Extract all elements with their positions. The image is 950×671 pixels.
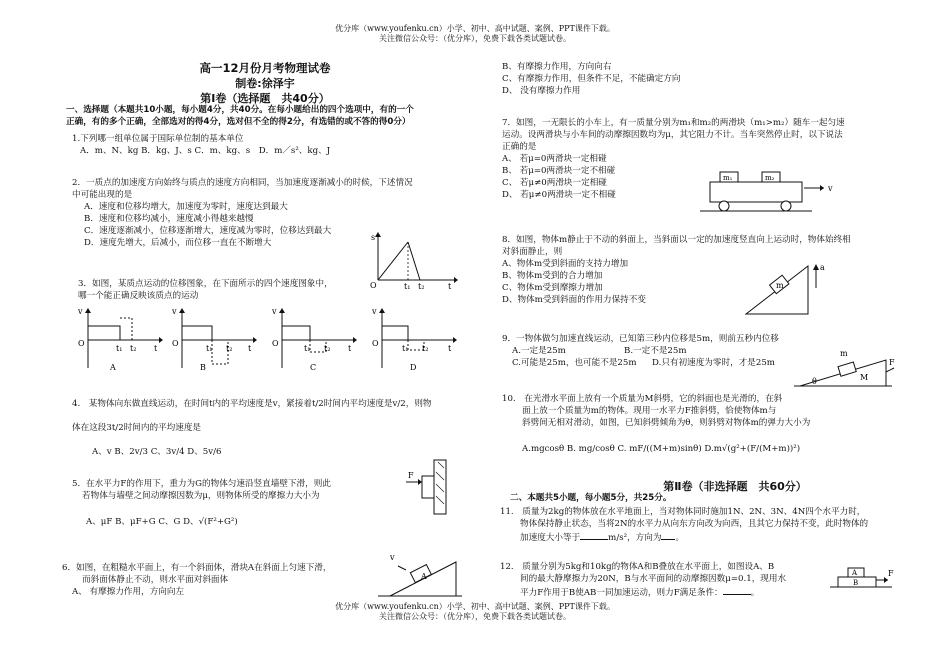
- q7-stem-a: 7．如图，一无限长的小车上，有一质量分别为m₁和m₂的两滑块（m₁>m₂）随车一起匀速: [502, 118, 845, 128]
- q3c-t1: t₁: [304, 344, 311, 353]
- q8-stem-a: 8．如图，物体m静止于不动的斜面上，当斜面以一定的加速度竖直向上运动时，物体始终相: [502, 235, 851, 245]
- q8-stem-b: 对斜面静止，则: [502, 247, 563, 257]
- q3c-v: v: [272, 307, 277, 316]
- q12-force-f: F: [888, 569, 894, 578]
- q11-answer-blank-direction[interactable]: [661, 530, 675, 540]
- q3d-v: v: [372, 307, 377, 316]
- q9-option-b: B.一定不是25m: [624, 346, 687, 356]
- q11-end: 。: [675, 533, 685, 543]
- section1-instr-b: 正确，有的多个正确，全部选对的得4分，选对但不全的得2分，有选错的或不答的得0分）: [66, 117, 411, 127]
- question-8: [502, 234, 922, 306]
- q10-mass-m: m: [840, 349, 848, 358]
- q6-stem-b: 而斜面体静止不动，则水平面对斜面体: [82, 575, 229, 585]
- q3b-t1: t₁: [206, 344, 213, 353]
- q9-option-c: C.可能是25m，也可能不是25m: [512, 358, 637, 368]
- q8-accel-a: a: [820, 263, 825, 272]
- q3d-t2: t₂: [422, 344, 429, 353]
- q2-option-b: B．速度和位移均减小，速度减小得越来越慢: [84, 214, 254, 224]
- q8-option-d: D、物体m受到斜面的作用力保持不变: [502, 295, 646, 305]
- exam-author: 制卷:徐泽宇: [235, 77, 295, 90]
- q3a-v: v: [78, 307, 83, 316]
- q3b-t2: t₂: [226, 344, 233, 353]
- q12-end: 。: [750, 588, 760, 598]
- q3a-o: O: [78, 339, 85, 348]
- q3b-o: O: [172, 339, 179, 348]
- q10-stem-a: 10. 在光滑水平面上放有一个质量为M斜劈，它的斜面也是光滑的，在斜: [502, 394, 783, 404]
- q12-stem-b: 间的最大静摩擦力为20N，B与水平面间的动摩擦因数μ=0.1，现用水: [520, 574, 787, 584]
- question-11: [500, 506, 930, 544]
- q3d-label: D: [410, 363, 417, 372]
- q12-stem-a: 12. 质量分别为5kg和10kg的物体A和B叠放在水平面上，如图设A、B: [500, 562, 775, 572]
- section1-instructions: [66, 104, 486, 128]
- q3a-label: A: [110, 363, 116, 372]
- q10-wedge-figure: [790, 348, 896, 390]
- q2-axis-s: s: [371, 233, 376, 242]
- q2-option-d: D．速度先增大，后减小，而位移一直在不断增大: [84, 238, 272, 248]
- q6-option-b: B、有摩擦力作用，方向向右: [502, 62, 612, 72]
- q3c-t: t: [348, 344, 352, 353]
- q12-stem-c: 平力F作用于B使AB一同加速运动，则力F满足条件：: [520, 588, 723, 598]
- q7-stem-b: 运动。设两滑块与小车间的动摩擦因数均为μ，其它阻力不计。当车突然停止时，以下说法: [502, 130, 843, 140]
- q9-option-d: D.只有初速度为零时，才是25m: [652, 358, 775, 368]
- question-6-continued: [502, 61, 922, 97]
- q7-option-c: C、 若μ≠0两滑块一定相碰: [502, 178, 607, 188]
- q8-option-a: A、物体m受到斜面的支持力增加: [502, 259, 629, 269]
- q3b-t: t: [248, 344, 252, 353]
- question-12: [500, 561, 830, 599]
- q5-options: A、μF B、μF+G C、G D、√(F²+G²): [86, 517, 238, 527]
- q11-stem-a: 11. 质量为2kg的物体放在水平地面上，当对物体同时施加1N、2N、3N、4N四个水平力时，: [500, 507, 866, 517]
- q3d-o: O: [372, 339, 379, 348]
- q10-force-f: F: [889, 358, 895, 367]
- q8-incline-figure: [742, 258, 826, 320]
- q9-option-a: A.一定是25m: [512, 346, 566, 356]
- q8-option-b: B、物体m受到的合力增加: [502, 271, 603, 281]
- q4-stem-a: 4. 某物体向东做直线运动，在时间t内的平均速度是v，紧接着t/2时间内平均速度是v/2，则物: [72, 399, 432, 409]
- q3-stem-b: 哪一个能正确反映该质点的运动: [78, 291, 199, 301]
- q1-options: A．m、N、kg B．kg、J、s C．m、kg、s D．m／s²、kg、J: [80, 146, 331, 156]
- header-line2: 关注微信公众号：（优分库），免费下载各类试题试卷。: [379, 34, 571, 43]
- section1-instr-a: 一、选择题（本题共10小题，每小题4分，共40分。在每小题给出的四个选项中，有的一个: [66, 105, 414, 115]
- q3-graph-b: [170, 306, 260, 372]
- q4-options: A、v B、2v/3 C、3v/4 D、5v/6: [92, 447, 222, 457]
- q3d-t1: t₁: [402, 344, 409, 353]
- footer-line2: 关注微信公众号：（优分库），免费下载各类试题试卷。: [379, 612, 571, 621]
- q2-stem-a: 2．一质点的加速度方向始终与质点的速度方向相同，当加速度逐渐减小的时候，下述情况: [72, 178, 413, 188]
- q10-options: A.mgcosθ B. mg/cosθ C. mF/((M+m)sinθ) D.m√(g²+(F/(M+m))²): [522, 444, 801, 454]
- q12-stack-figure: [826, 562, 900, 596]
- q6-stem-a: 6．如图，在粗糙水平面上，有一个斜面体，滑块A在斜面上匀速下滑，: [62, 563, 332, 573]
- q6-incline-figure: [378, 548, 462, 600]
- q3c-t2: t₂: [324, 344, 331, 353]
- q3a-t2: t₂: [130, 344, 137, 353]
- q7-option-d: D、 若μ≠0两滑块一定不相碰: [502, 190, 616, 200]
- exam-title: 高一12月份月考物理试卷: [199, 61, 331, 75]
- q9-stem: 9．一物体做匀加速直线运动，已知第三秒内位移是5m，则前五秒内位移: [502, 334, 779, 344]
- q3c-label: C: [310, 363, 317, 372]
- question-1: [72, 133, 472, 157]
- q2-t1: t₁: [404, 282, 411, 291]
- q10-mass-big-m: M: [860, 373, 869, 382]
- q7-velocity-v: v: [828, 184, 833, 193]
- q7-m2: m₂: [765, 174, 775, 182]
- q6-option-d: D、 没有摩擦力作用: [502, 86, 581, 96]
- section2-instructions: 二、本题共5小题，每小题5分，共25分。: [510, 493, 672, 503]
- q10-stem-b: 面上放一个质量为m的物体。现用一水平力F推斜劈，恰使物体m与: [522, 406, 777, 416]
- q3-graph-a: [76, 306, 166, 372]
- question-5: [72, 478, 412, 528]
- q5-stem-a: 5．在水平力F的作用下，重力为G的物体匀速沿竖直墙壁下滑，则此: [72, 479, 331, 489]
- q3a-t: t: [154, 344, 158, 353]
- question-6: [62, 562, 402, 598]
- q7-option-a: A、 若μ=0两滑块一定相碰: [502, 154, 607, 164]
- q5-stem-b: 若物体与墙壁之间动摩擦因数为μ，则物体所受的摩擦力大小为: [82, 491, 320, 501]
- page-header: [0, 24, 950, 44]
- q7-cart-figure: [700, 168, 840, 220]
- q3a-t1: t₁: [116, 344, 123, 353]
- q6-option-a: A、 有摩擦力作用，方向向左: [72, 587, 185, 597]
- q4-stem-b: 体在这段3t/2时间内的平均速度是: [72, 423, 202, 433]
- q12-block-b: B: [853, 579, 859, 587]
- q11-stem-c: 加速度大小等于: [520, 533, 581, 543]
- q7-option-b: B、 若μ=0两滑块一定不相碰: [502, 166, 616, 176]
- q11-unit: m/s²，方向为: [608, 533, 662, 543]
- q11-answer-blank-accel[interactable]: [580, 530, 608, 540]
- question-4: [72, 398, 492, 458]
- q3b-v: v: [172, 307, 177, 316]
- q7-m1: m₁: [723, 174, 733, 182]
- section1-heading: 第Ⅰ卷（选择题 共40分）: [200, 92, 330, 105]
- q7-stem-c: 正确的是: [502, 142, 537, 152]
- q3b-label: B: [200, 363, 206, 372]
- q2-axis-o: O: [370, 281, 377, 290]
- q6-velocity-v: v: [390, 553, 395, 562]
- section2-heading: 第Ⅱ卷（非选择题 共60分）: [663, 480, 807, 493]
- page-footer: [0, 602, 950, 622]
- q11-stem-b: 物体保持静止状态，当将2N的水平力从向东方向改为向西，且其它力保持不变，此时物体的: [520, 519, 869, 529]
- q6-block-a: A: [421, 572, 427, 581]
- q3d-t: t: [448, 344, 452, 353]
- q5-force-f: F: [408, 471, 414, 480]
- q3c-o: O: [272, 339, 279, 348]
- q10-stem-c: 斜劈间无相对滑动，如图，已知斜劈倾角为θ，则斜劈对物体m的弹力大小为: [522, 418, 811, 428]
- q12-answer-blank[interactable]: [723, 585, 751, 595]
- q2-stem-b: 中可能出现的是: [72, 190, 133, 200]
- header-line1: 优分库（www.youfenku.cn）小学、初中、高中试题、案例、PPT课件下载。: [335, 24, 615, 33]
- q6-option-c: C、有摩擦力作用，但条件不足，不能确定方向: [502, 74, 681, 84]
- q3-graph-c: [270, 306, 360, 372]
- q8-option-c: C、物体m受到摩擦力增加: [502, 283, 603, 293]
- q3-graph-d: [370, 306, 460, 372]
- q5-wall-figure: [406, 460, 450, 516]
- question-3: [78, 278, 398, 302]
- q2-option-a: A．速度和位移均增大，加速度为零时，速度达到最大: [84, 202, 288, 212]
- q2-option-c: C．速度逐渐减小，位移逐渐增大，速度减为零时，位移达到最大: [84, 226, 332, 236]
- question-10: [502, 393, 882, 455]
- q10-theta: θ: [812, 377, 817, 386]
- footer-line1: 优分库（www.youfenku.cn）小学、初中、高中试题、案例、PPT课件下载。: [335, 602, 615, 611]
- q8-mass-m: m: [776, 281, 784, 290]
- q3-stem-a: 3．如图，某质点运动的位移图象，在下面所示的四个速度图象中，: [78, 279, 333, 289]
- q2-t2: t₂: [418, 282, 425, 291]
- q2-axis-t: t: [448, 282, 452, 291]
- q1-stem: 1.下列哪一组单位属于国际单位制的基本单位: [72, 134, 244, 144]
- q12-block-a: A: [852, 569, 858, 577]
